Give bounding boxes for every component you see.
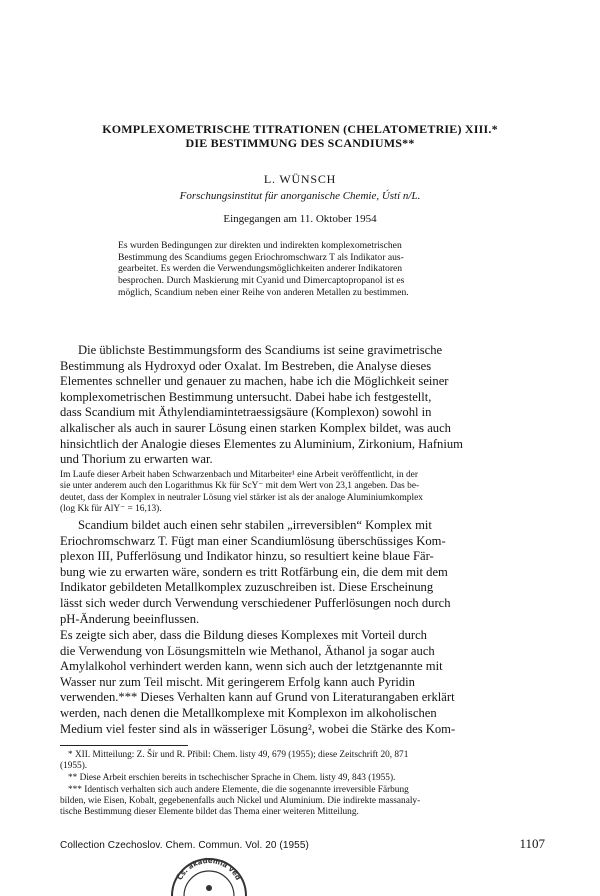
body-line: Medium viel fester sind als in wässeriger Lösung², wobei die Stärke des Kom- xyxy=(60,721,456,736)
small-print-paragraph xyxy=(60,470,546,516)
footnote-3 xyxy=(60,785,546,819)
footnote-line: *** Identisch verhalten sich auch andere Elemente, die die sogenannte irreversible Färbung xyxy=(68,785,409,795)
footnote-line: * XII. Mitteilung: Z. Šír und R. Přibil: Chem. listy 49, 679 (1955); diese Zeitschrift 20, 871 xyxy=(68,750,409,760)
small-line: (log Kk für AlY⁻ = 16,13). xyxy=(60,504,162,515)
small-line: Im Laufe dieser Arbeit haben Schwarzenbach und Mitarbeiter¹ eine Arbeit veröffentlicht, in der xyxy=(60,470,418,480)
abstract-line: gearbeitet. Es werden die Verwendungsmöglichkeiten anderer Indikatoren xyxy=(118,263,403,275)
abstract-line: besprochen. Durch Maskierung mit Cyanid und Dimercaptopropanol ist es xyxy=(118,275,405,287)
body-line: verwenden.*** Dieses Verhalten kann auf Grund von Literaturangaben erklärt xyxy=(60,690,455,705)
body-line: Amylalkohol verhindert werden kann, wenn sich auch der letztgenannte mit xyxy=(60,659,443,674)
small-line: deutet, dass der Komplex in neutraler Lösung viel stärker ist als der analoge Aluminiumkomplex xyxy=(60,492,423,503)
body-line: Eriochromschwarz T. Fügt man einer Scandiumlösung überschüssiges Kom- xyxy=(60,533,446,548)
abstract-line: Es wurden Bedingungen zur direkten und indirekten komplexometrischen xyxy=(118,240,402,251)
article-title xyxy=(40,122,560,150)
body-line: bung wie zu erwarten wäre, sondern es tritt Rotfärbung ein, die dem mit dem xyxy=(60,564,448,579)
body-paragraph-1 xyxy=(60,343,546,468)
body-line: komplexometrischen Bestimmung untersucht. Dabei habe ich festgestellt, xyxy=(60,389,432,404)
title-line-2: DIE BESTIMMUNG DES SCANDIUMS** xyxy=(185,136,415,150)
footnote-line: bilden, wie Eisen, Kobalt, gegebenenfalls auch Nickel und Aluminium. Die indirekte massanaly- xyxy=(60,796,421,807)
received-date: Eingegangen am 11. Oktober 1954 xyxy=(223,213,377,225)
body-line: Die üblichste Bestimmungsform des Scandiums ist seine gravimetrische xyxy=(78,343,443,357)
body-line: die Verwendung von Lösungsmitteln wie Methanol, Äthanol ja sogar auch xyxy=(60,643,435,658)
body-line: und Thorium zu erwarten war. xyxy=(60,452,213,467)
body-line: Wasser nur zum Teil mischt. Mit geringerem Erfolg kann auch Pyridin xyxy=(60,674,415,689)
title-line-1: KOMPLEXOMETRISCHE TITRATIONEN (CHELATOMETRIE) XIII.* xyxy=(102,122,498,136)
author-affiliation: Forschungsinstitut für anorganische Chemie, Ústí n/L. xyxy=(179,190,421,202)
footnote-line: tische Bestimmung dieser Elemente bildet das Thema einer weiteren Mitteilung. xyxy=(60,807,359,818)
body-line: Scandium bildet auch einen sehr stabilen „irreversiblen“ Komplex mit xyxy=(78,518,432,532)
stamp-text: Čs. akademia věd xyxy=(175,856,243,882)
library-stamp-icon xyxy=(168,846,250,896)
body-line: pH-Änderung beeinflussen. xyxy=(60,611,200,626)
footnote-separator xyxy=(60,745,188,746)
body-line: hinsichtlich der Analogie dieses Elementes zu Aluminium, Zirkonium, Hafnium xyxy=(60,436,463,451)
abstract xyxy=(118,240,498,299)
small-line: sie unter anderem auch den Logarithmus Kk für ScY⁻ mit dem Wert von 23,1 angeben. Das be- xyxy=(60,481,420,492)
page-number: 1107 xyxy=(519,836,545,851)
body-line: lässt sich weder durch Verwendung verschiedener Pufferlösungen noch durch xyxy=(60,595,451,610)
footnote-1 xyxy=(60,750,546,772)
body-line: plexon III, Pufferlösung und Indikator hinzu, so resultiert keine blaue Fär- xyxy=(60,549,434,564)
journal-citation: Collection Czechoslov. Chem. Commun. Vol. 20 (1955) xyxy=(60,840,309,851)
svg-text:Čs. akademia věd xyxy=(175,857,242,882)
body-line: Elementes schneller und genauer zu machen, habe ich die Möglichkeit seiner xyxy=(60,374,449,389)
body-paragraph-2 xyxy=(60,518,546,627)
body-line: Indikator gebildeten Metallkomplex zuzuschreiben ist. Diese Erscheinung xyxy=(60,580,434,595)
author-name: L. WÜNSCH xyxy=(263,172,337,186)
body-line: dass Scandium mit Äthylendiamintetraessigsäure (Komplexon) sowohl in xyxy=(60,405,432,420)
footnote-2 xyxy=(60,773,546,784)
body-paragraph-3 xyxy=(60,628,546,737)
abstract-line: möglich, Scandium neben einer Reihe von anderen Metallen zu bestimmen. xyxy=(118,286,409,298)
footnote-line: ** Diese Arbeit erschien bereits in tschechischer Sprache in Chem. listy 49, 843 (1955). xyxy=(68,773,396,783)
abstract-line: Bestimmung des Scandiums gegen Eriochromschwarz T als Indikator aus- xyxy=(118,251,404,263)
footnote-line: (1955). xyxy=(60,761,88,772)
body-line: Es zeigte sich aber, dass die Bildung dieses Komplexes mit Vorteil durch xyxy=(60,628,427,642)
body-line: Bestimmung als Hydroxyd oder Oxalat. Im Bestreben, die Analyse dieses xyxy=(60,358,432,373)
body-line: alkalischer als auch in saurer Lösung einen starken Komplex bildet, was auch xyxy=(60,420,451,435)
body-line: werden, nach denen die Metallkomplexe mit Komplexon im alkoholischen xyxy=(60,705,437,720)
